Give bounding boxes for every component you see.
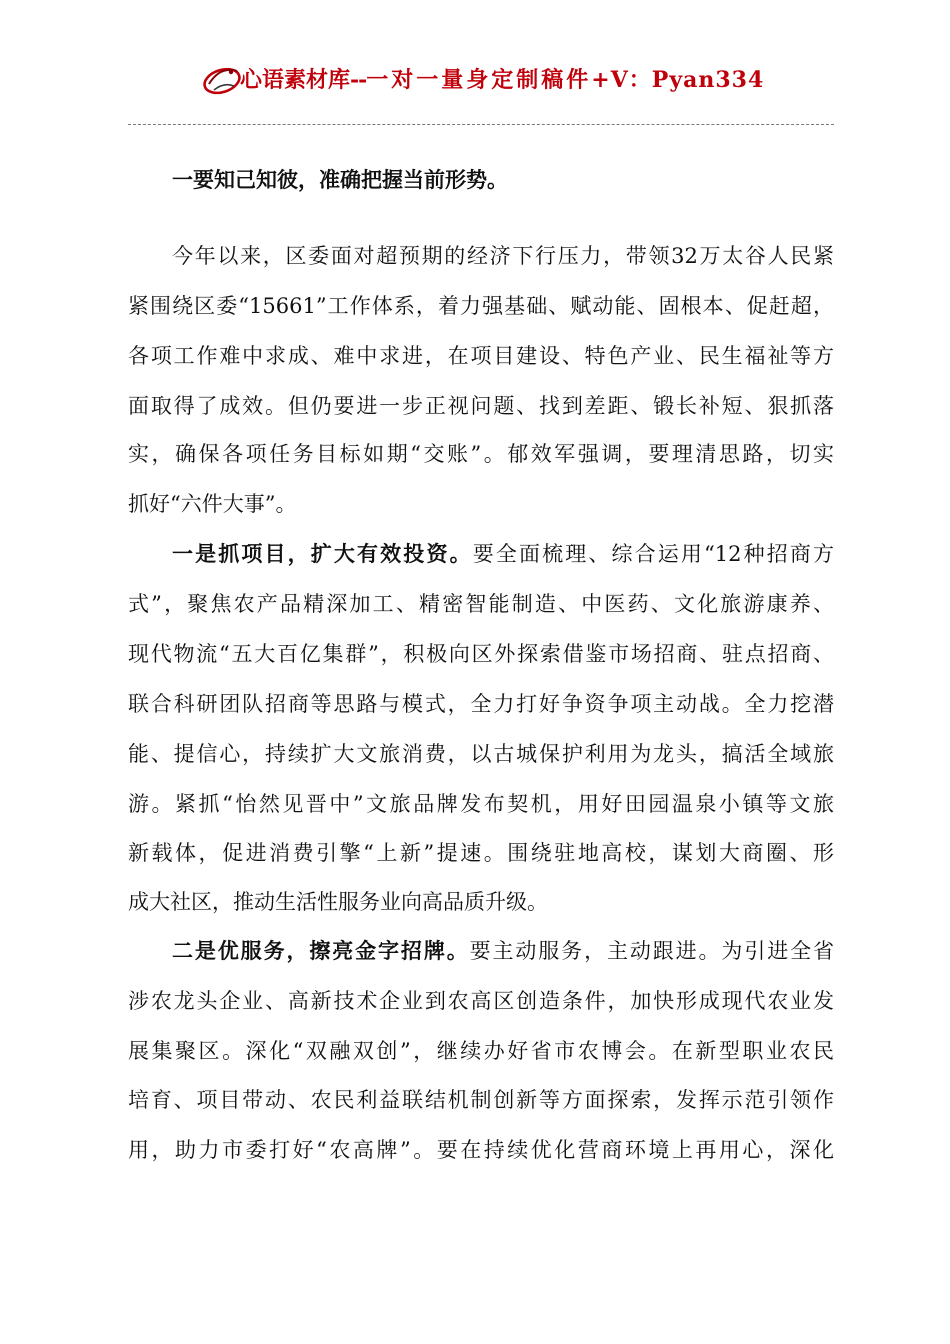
section-heading: 一要知己知彼，准确把握当前形势。: [172, 167, 508, 192]
paragraph-3-line-2: 涉农龙头企业、高新技术企业到农高区创造条件，加快形成现代农业发: [128, 989, 834, 1013]
paragraph-2-lead: 一是抓项目，扩大有效投资。: [172, 541, 473, 566]
paragraph-2-line-1: [128, 537, 834, 571]
brand-logo-icon: [200, 60, 244, 100]
paragraph-2-line-6: 游。紧抓“怡然见晋中”文旅品牌发布契机，用好田园温泉小镇等文旅: [128, 792, 834, 816]
header-title: [240, 66, 764, 94]
header-separator: --: [350, 67, 367, 93]
paragraph-3-line-3: 展集聚区。深化“双融双创”，继续办好省市农博会。在新型职业农民: [128, 1039, 834, 1063]
paragraph-2-line-2: 式”，聚焦农产品精深加工、精密智能制造、中医药、文化旅游康养、: [128, 592, 834, 616]
page-header: [0, 58, 950, 104]
paragraph-2-line-7: 新载体，促进消费引擎“上新”提速。围绕驻地高校，谋划大商圈、形: [128, 841, 834, 865]
paragraph-3-line-5: 用，助力市委打好“农高牌”。要在持续优化营商环境上再用心，深化: [128, 1138, 834, 1162]
paragraph-2-line-4: 联合科研团队招商等思路与模式，全力打好争资争项主动战。全力挖潜: [128, 692, 834, 716]
paragraph-2-line-1-text: 要全面梳理、综合运用“12种招商方: [472, 542, 834, 566]
paragraph-1-line-1: 今年以来，区委面对超预期的经济下行压力，带领32万太谷人民紧: [172, 244, 834, 268]
paragraph-2-line-5: 能、提信心，持续扩大文旅消费，以古城保护利用为龙头，搞活全域旅: [128, 742, 834, 766]
paragraph-1-line-6: 抓好“六件大事”。: [128, 492, 297, 516]
paragraph-3-line-1-text: 要主动服务，主动跟进。为引进全省: [469, 939, 834, 963]
paragraph-1-line-2: 紧围绕区委“15661”工作体系，着力强基础、赋动能、固根本、促赶超，: [128, 294, 834, 318]
paragraph-2-line-3: 现代物流“五大百亿集群”，积极向区外探索借鉴市场招商、驻点招商、: [128, 642, 834, 666]
header-contact: +V：Pyan334: [591, 67, 765, 93]
brand-name: 心语素材库: [240, 67, 351, 93]
paragraph-1-line-5: 实，确保各项任务目标如期“交账”。郁效军强调，要理清思路，切实: [128, 442, 834, 466]
paragraph-1-line-4: 面取得了成效。但仍要进一步正视问题、找到差距、锻长补短、狠抓落: [128, 394, 834, 418]
paragraph-3-line-1: [128, 934, 834, 968]
header-divider: [128, 124, 834, 125]
paragraph-3-lead: 二是优服务，擦亮金字招牌。: [172, 938, 470, 963]
paragraph-2-line-8: 成大社区，推动生活性服务业向高品质升级。: [128, 890, 548, 914]
paragraph-3-line-4: 培育、项目带动、农民利益联结机制创新等方面探索，发挥示范引领作: [128, 1088, 834, 1112]
header-slogan: 一对一量身定制稿件: [366, 67, 592, 93]
paragraph-1-line-3: 各项工作难中求成、难中求进，在项目建设、特色产业、民生福祉等方: [128, 344, 834, 368]
